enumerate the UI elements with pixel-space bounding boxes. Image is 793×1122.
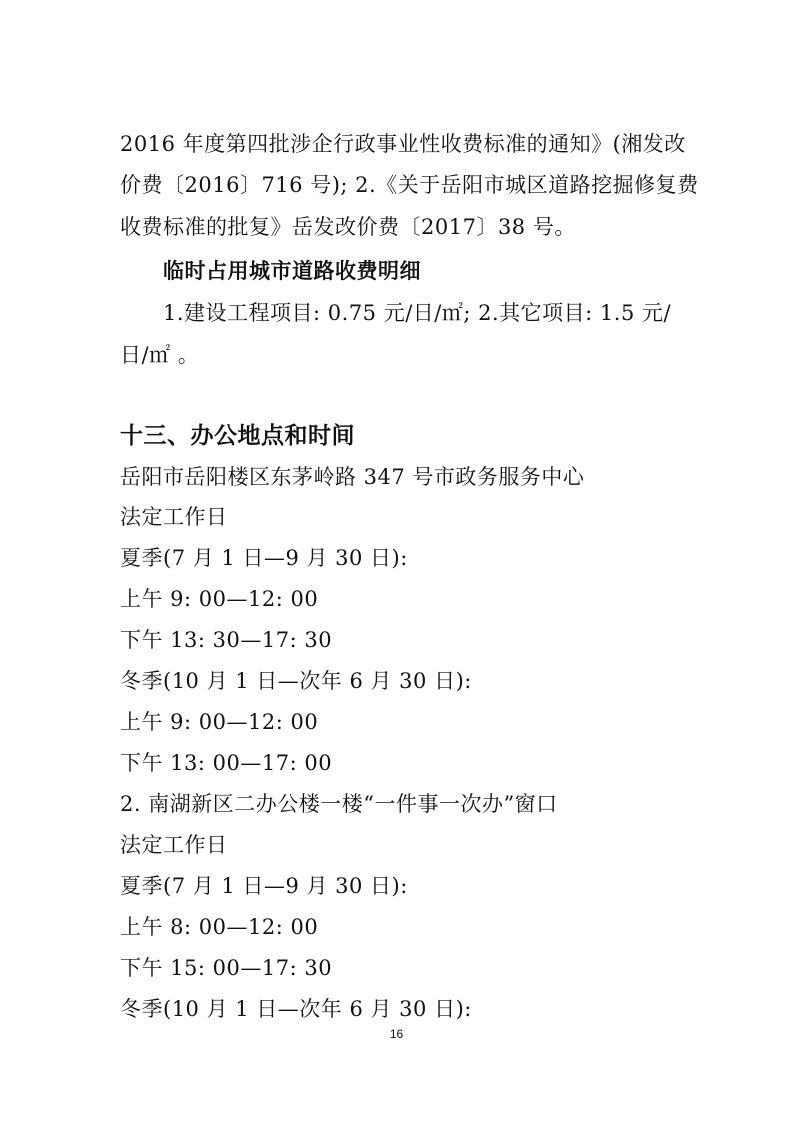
page-number: 16 xyxy=(389,1027,404,1041)
office-location: 岳阳市岳阳楼区东茅岭路 347 号市政务服务中心 xyxy=(120,465,585,489)
fee-section-title: 临时占用城市道路收费明细 xyxy=(163,259,421,283)
season-label: 冬季(10 月 1 日—次年 6 月 30 日): xyxy=(120,997,472,1021)
hours-line: 下午 13: 00—17: 00 xyxy=(120,751,333,775)
season-label: 夏季(7 月 1 日—9 月 30 日): xyxy=(120,546,408,570)
office-location: 2. 南湖新区二办公楼一楼“一件事一次办”窗口 xyxy=(120,792,558,816)
hours-line: 上午 8: 00—12: 00 xyxy=(120,915,319,939)
fee-detail-line: 1.建设工程项目: 0.75 元/日/㎡; 2.其它项目: 1.5 元/ xyxy=(163,301,672,325)
hours-line: 上午 9: 00—12: 00 xyxy=(120,710,319,734)
season-label: 夏季(7 月 1 日—9 月 30 日): xyxy=(120,874,408,898)
body-text-line: 2016 年度第四批涉企行政事业性收费标准的通知》(湘发改 xyxy=(120,132,686,156)
season-label: 冬季(10 月 1 日—次年 6 月 30 日): xyxy=(120,669,472,693)
hours-line: 下午 13: 30—17: 30 xyxy=(120,628,333,652)
hours-line: 上午 9: 00—12: 00 xyxy=(120,587,319,611)
workday-label: 法定工作日 xyxy=(120,505,228,529)
hours-line: 下午 15: 00—17: 30 xyxy=(120,956,333,980)
body-text-line: 价费〔2016〕716 号); 2.《关于岳阳市城区道路挖掘修复费 xyxy=(120,173,699,197)
body-text-line: 收费标准的批复》岳发改价费〔2017〕38 号。 xyxy=(120,215,576,239)
section-heading: 十三、办公地点和时间 xyxy=(120,423,355,449)
fee-detail-line: 日/㎡ 。 xyxy=(120,343,200,367)
workday-label: 法定工作日 xyxy=(120,833,228,857)
